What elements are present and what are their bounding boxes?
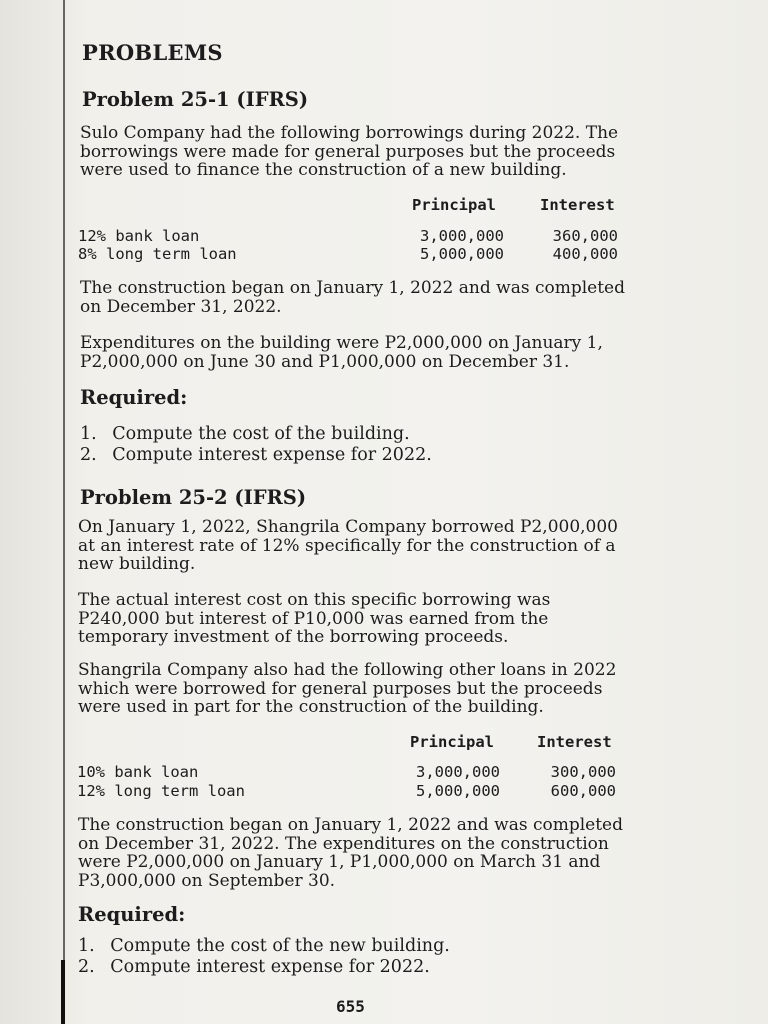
problem-2-row-1-label: 10% bank loan [77, 763, 199, 781]
problem-1-row-1-principal: 3,000,000 [420, 227, 504, 245]
problem-1-row-1-label: 12% bank loan [78, 227, 200, 245]
list-text: Compute the cost of the new building. [110, 936, 450, 956]
problem-1-row-1-interest: 360,000 [552, 227, 618, 245]
problem-2-row-1-interest: 300,000 [550, 763, 616, 781]
problem-1-required-item-2 [80, 445, 432, 465]
problem-1-header-interest: Interest [540, 196, 615, 214]
problem-1-required-item-1 [80, 424, 410, 444]
problem-1-construction: The construction began on January 1, 2022 and was completed on December 31, 2022. [80, 278, 625, 317]
page-edge-shadow [61, 960, 65, 1024]
list-text: Compute the cost of the building. [112, 424, 410, 444]
problem-1-row-2-interest: 400,000 [552, 245, 618, 263]
problem-2-row-2-interest: 600,000 [550, 782, 616, 800]
problem-2-required-label: Required: [78, 903, 186, 926]
problem-1-expenditures: Expenditures on the building were P2,000,000 on January 1, P2,000,000 on June 30 and P1,000,000 on December 31. [80, 333, 603, 372]
problem-2-construction: The construction began on January 1, 2022 and was completed on December 31, 2022. The expenditures on the construction were P2,000,000 on January 1, P1,000,000 on March 31 and P3,000,000 on September 30. [78, 815, 623, 891]
list-number: 1. [78, 936, 95, 956]
problem-2-row-2-principal: 5,000,000 [416, 782, 500, 800]
problem-1-row-2-label: 8% long term loan [78, 245, 237, 263]
problem-2-row-2-label: 12% long term loan [77, 782, 245, 800]
list-number: 2. [78, 957, 95, 977]
problem-2-required-item-2 [78, 957, 430, 977]
problem-2-row-1-principal: 3,000,000 [416, 763, 500, 781]
problem-1-header-principal: Principal [412, 196, 496, 214]
problem-2-actual-cost: The actual interest cost on this specific borrowing was P240,000 but interest of P10,000 was earned from the temporary investment of the borrowing proceeds. [78, 590, 551, 647]
page-number: 655 [336, 997, 365, 1016]
problem-1-row-2-principal: 5,000,000 [420, 245, 504, 263]
list-number: 1. [80, 424, 97, 444]
list-text: Compute interest expense for 2022. [110, 957, 430, 977]
section-heading: PROBLEMS [82, 40, 223, 65]
problem-2-header-principal: Principal [410, 733, 494, 751]
problem-2-other-loans: Shangrila Company also had the following other loans in 2022 which were borrowed for general purposes but the proceeds were used in part for the construction of the building. [78, 660, 617, 717]
problem-2-title: Problem 25-2 (IFRS) [80, 486, 307, 509]
page-margin-line [63, 0, 65, 1024]
problem-1-required-label: Required: [80, 386, 188, 409]
problem-2-required-item-1 [78, 936, 450, 956]
problem-1-intro: Sulo Company had the following borrowings during 2022. The borrowings were made for general purposes but the proceeds were used to finance the construction of a new building. [80, 123, 619, 180]
problem-2-intro: On January 1, 2022, Shangrila Company borrowed P2,000,000 at an interest rate of 12% specifically for the construction of a new building. [78, 517, 618, 574]
list-text: Compute interest expense for 2022. [112, 445, 432, 465]
list-number: 2. [80, 445, 97, 465]
problem-1-title: Problem 25-1 (IFRS) [82, 88, 309, 111]
problem-2-header-interest: Interest [537, 733, 612, 751]
